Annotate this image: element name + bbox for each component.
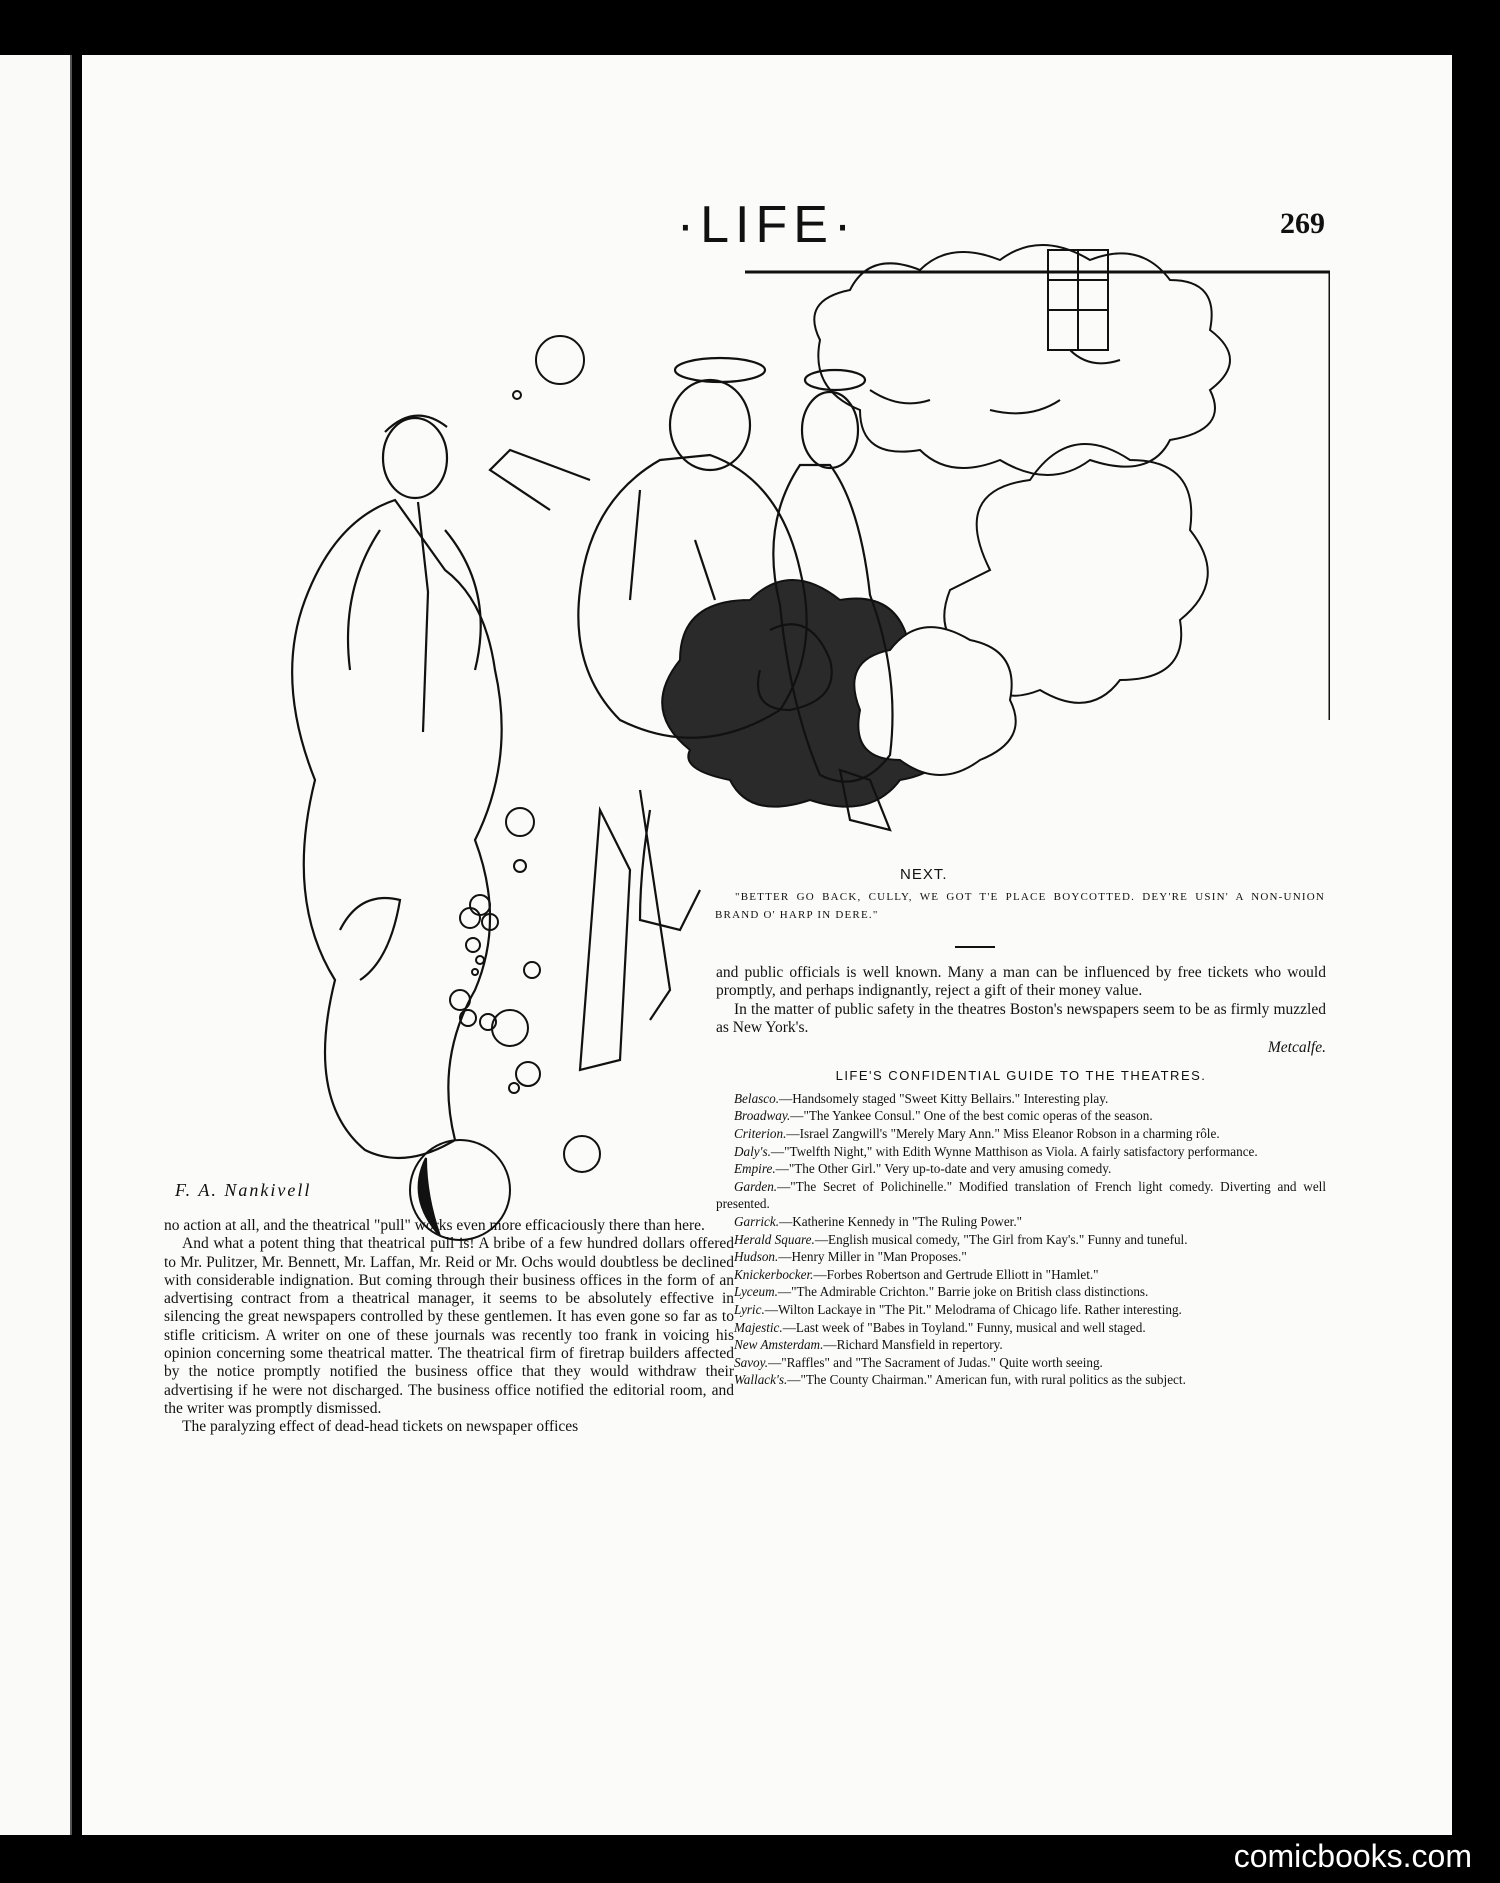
theatre-review: —"The Admirable Crichton." Barrie joke on British class distinctions.: [777, 1284, 1149, 1300]
theatre-guide-entry: [716, 1319, 1326, 1337]
theatre-guide-entry: [716, 1266, 1326, 1284]
theatre-review: —Handsomely staged "Sweet Kitty Bellairs." Interesting play.: [779, 1090, 1109, 1106]
theatre-guide-entry: [716, 1143, 1326, 1161]
theatre-review: —Israel Zangwill's "Merely Mary Ann." Miss Eleanor Robson in a charming rôle.: [786, 1125, 1220, 1141]
theatre-name: Savoy.: [734, 1354, 769, 1370]
theatre-review: —Katherine Kennedy in "The Ruling Power.": [779, 1213, 1023, 1229]
theatre-name: Wallack's.: [734, 1372, 788, 1388]
theatre-guide-entry: [716, 1354, 1326, 1372]
theatre-name: Hudson.: [734, 1249, 779, 1265]
caption-divider-rule: [955, 946, 995, 948]
theatre-guide-entry: [716, 1107, 1326, 1125]
theatre-guide-entry: [716, 1090, 1326, 1108]
author-signoff: Metcalfe.: [1267, 1039, 1326, 1057]
theatre-guide-list: [716, 1090, 1326, 1389]
site-watermark: comicbooks.com: [1233, 1838, 1472, 1874]
heaven-clouds: [814, 245, 1230, 475]
soap-bubbles: [410, 336, 600, 1240]
cartoon-caption-title: NEXT.: [900, 866, 948, 883]
body-paragraph: In the matter of public safety in the theatres Boston's newspapers seem to be as firmly muzzled as New York's.: [716, 1000, 1326, 1036]
theatre-review: —Forbes Robertson and Gertrude Elliott in "Hamlet.": [813, 1266, 1099, 1282]
theatre-guide-entry: [716, 1178, 1326, 1213]
angels-cloud: [662, 444, 1208, 807]
theatre-guide-entry: [716, 1248, 1326, 1266]
facing-page-edge: [0, 55, 72, 1835]
theatre-name: Knickerbocker.: [734, 1266, 814, 1282]
left-text-column: [164, 1217, 734, 1437]
theatre-review: —"The Other Girl." Very up-to-date and very amusing comedy.: [775, 1161, 1112, 1177]
right-text-column: [716, 964, 1326, 1389]
artist-signature: F. A. Nankivell: [175, 1180, 312, 1200]
theatre-review: —"The Secret of Polichinelle." Modified translation of French light comedy. Diverting and well presented.: [716, 1178, 1326, 1212]
theatre-name: Empire.: [734, 1161, 776, 1177]
theatre-review: —"The County Chairman." American fun, with rural politics as the subject.: [787, 1372, 1186, 1388]
theatre-guide-entry: [716, 1160, 1326, 1178]
theatre-review: —"Raffles" and "The Sacrament of Judas." Quite worth seeing.: [768, 1354, 1103, 1370]
theatre-guide-entry: [716, 1231, 1326, 1249]
theatre-guide-entry: [716, 1371, 1326, 1389]
theatre-guide-title: LIFE'S CONFIDENTIAL GUIDE TO THE THEATRES.: [835, 1068, 1207, 1084]
masthead-title: ·LIFE·: [676, 196, 858, 254]
theatre-name: Garden.: [734, 1178, 778, 1194]
theatre-guide-entry: [716, 1213, 1326, 1231]
theatre-name: Lyceum.: [734, 1284, 778, 1300]
cartoon-caption-quote: "BETTER GO BACK, CULLY, WE GOT T'E PLACE BOYCOTTED. DEY'RE USIN' A NON-UNION BRAND O' HARP IN DERE.": [715, 891, 1325, 921]
theatre-guide-entry: [716, 1283, 1326, 1301]
theatre-name: Majestic.: [734, 1319, 783, 1335]
theatre-name: Belasco.: [734, 1090, 780, 1106]
body-paragraph: And what a potent thing that theatrical pull is! A bribe of a few hundred dollars offered to Mr. Pulitzer, Mr. Bennett, Mr. Laffan, Mr. Reid or Mr. Ochs would doubtless be declined with considerable indignation. But coming through their business offices in the form of an advertising contract from a theatrical manager, it seems to be absolutely effective in silencing the great newspapers controlled by these gentlemen. It has even gone so far as to stifle criticism. A writer on one of these journals was recently too frank in voicing his opinion concerning some theatrical matter. The theatrical firm of firetrap builders affected by the notice promptly notified the business office that they would withdraw their advertising if he were not discharged. The business office notified the editorial room, and the writer was promptly dismissed.: [164, 1235, 734, 1417]
theatre-review: —Wilton Lackaye in "The Pit." Melodrama of Chicago life. Rather interesting.: [764, 1301, 1182, 1317]
theatre-name: Broadway.: [734, 1108, 791, 1124]
theatre-review: —Richard Mansfield in repertory.: [823, 1337, 1003, 1353]
theatre-review: —"The Yankee Consul." One of the best comic operas of the season.: [790, 1108, 1153, 1124]
theatre-review: —Last week of "Babes in Toyland." Funny, musical and well staged.: [782, 1319, 1146, 1335]
theatre-guide-entry: [716, 1125, 1326, 1143]
theatre-name: New Amsterdam.: [734, 1337, 824, 1353]
theatre-name: Lyric.: [734, 1301, 765, 1317]
theatre-guide-entry: [716, 1336, 1326, 1354]
page-number: 269: [1280, 207, 1325, 240]
body-paragraph: no action at all, and the theatrical "pull" works even more efficaciously there than here.: [164, 1217, 705, 1234]
theatre-name: Criterion.: [734, 1125, 787, 1141]
theatre-name: Daly's.: [734, 1143, 771, 1159]
man-in-robe-figure: [292, 416, 502, 1158]
theatre-name: Herald Square.: [734, 1231, 815, 1247]
theatre-review: —English musical comedy, "The Girl from Kay's." Funny and tuneful.: [814, 1231, 1188, 1247]
theatre-review: —"Twelfth Night," with Edith Wynne Matthison as Viola. A fairly satisfactory performance.: [770, 1143, 1258, 1159]
theatre-name: Garrick.: [734, 1213, 780, 1229]
body-paragraph: and public officials is well known. Many a man can be influenced by free tickets who would promptly, and perhaps indignantly, reject a gift of their money value.: [716, 964, 1326, 1000]
body-paragraph: The paralyzing effect of dead-head tickets on newspaper offices: [182, 1418, 579, 1436]
theatre-guide-entry: [716, 1301, 1326, 1319]
heaven-gate: [1048, 250, 1108, 350]
theatre-review: —Henry Miller in "Man Proposes.": [778, 1249, 967, 1265]
